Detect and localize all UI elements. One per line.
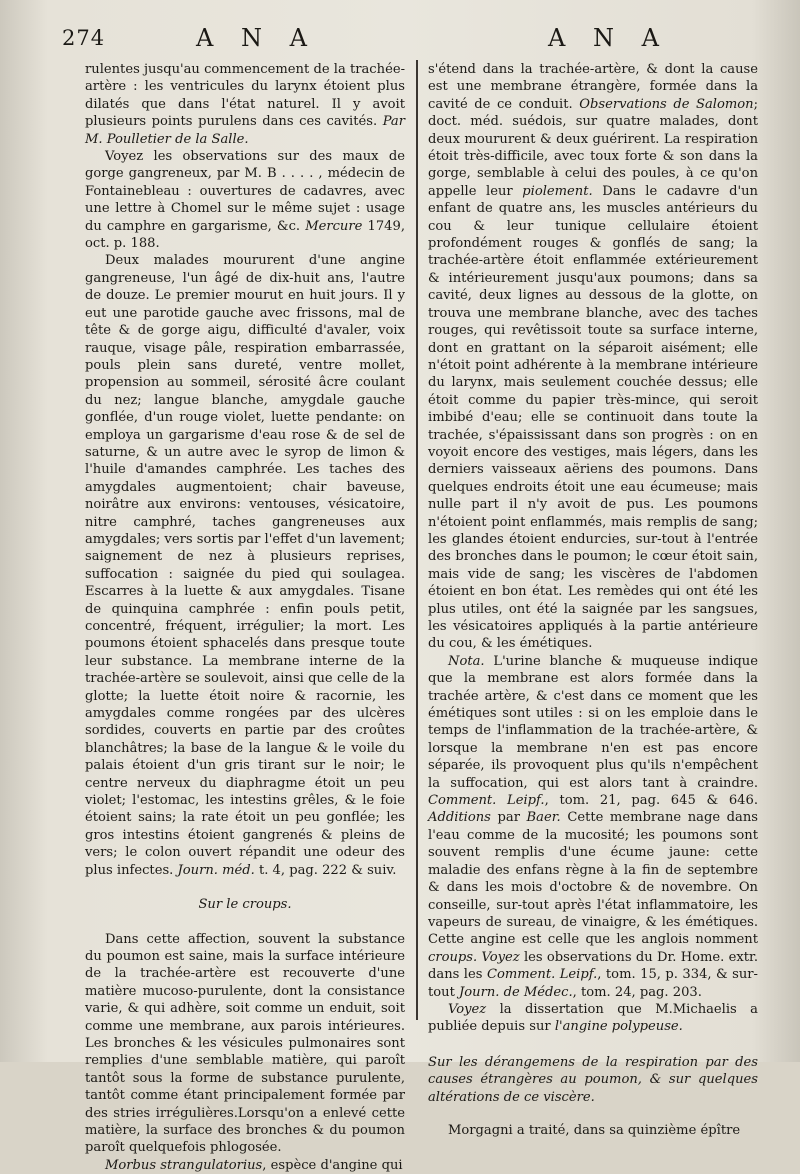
citation: Comment. Leipf. [428, 793, 545, 809]
citation: Journ. de Médec. [459, 984, 573, 1000]
paragraph: Morgagni a traité, dans sa quinzième épître [448, 1122, 741, 1138]
right-column [428, 61, 758, 1139]
column-divider [416, 60, 418, 1020]
citation: Mercure [305, 218, 363, 234]
citation: Comment. Leipf. [486, 967, 598, 983]
paragraph: Voyez la dissertation que M.Michaelis a publiée depuis sur l'angine polypeuse. [428, 1001, 758, 1035]
citation: Baer. [526, 810, 561, 826]
citation: Par M. Poulletier de la Salle. [85, 114, 405, 147]
paragraph: s'étend dans la trachée-artère, & dont la cause est une membrane étrangère, formée dans la cavité de ce conduit. Observations de Salomon; doct. méd. suédois, sur quatre malades, dont deux moururent & deux guérirent. La respiration étoit très-difficile, avec toux forte & son dans la gorge, semblable à celui des poules, à ce qu'on appelle leur piolement. Dans le cadavre d'un enfant de quatre ans, les muscles antérieurs du cou & leur tunique cellulaire étoient profondément rouges & gonflés de sang; la trachée-artère étoit enflammée extérieurement & intérieurement jusqu'aux poumons; dans sa cavité, deux lignes au dessous de la glotte, on trouva une membrane blanche, avec des taches rouges, qui revêtissoit toute sa surface interne, dont en grattant on la séparoit aisément; elle n'étoit point adhérente à la membrane intérieure du larynx, mais seulement couchée dessus; elle étoit comme du papier très-mince, qui seroit imbibé d'eau; elle se continuoit dans toute la trachée, s'épaississant dans son progrès : on en voyoit encore des vestiges, mais légers, dans les derniers vaisseaux aëriens des poumons. Dans quelques endroits étoit une eau écumeuse; mais nulle part il n'y avoit de pus. Les poumons n'étoient point enflammés, mais remplis de sang; les glandes étoient endurcies, sur-tout à l'entrée des bronches dans le poumon; le cœur étoit sain, mais vide de sang; les viscères de l'abdomen étoient en bon état. Les remèdes qui ont été les plus utiles, ont été la saignée par les sangsues, les vésicatoires appliqués à la partie antérieure du cou, & les émétiques. [428, 62, 758, 652]
page-number: 274 [62, 26, 106, 50]
paragraph: Morbus strangulatorius, espèce d'angine qui [105, 1157, 403, 1173]
paragraph: Nota. L'urine blanche & muqueuse indique que la membrane est alors formée dans la trachée artère, & c'est dans ce moment que les émétiques sont utiles : si on les emploie dans le temps de l'inflammation de la trachée-artère, & lorsque la membrane n'en est pas encore séparée, ils provoquent plus qu'ils n'empêchent la suffocation, qui est alors tant à craindre. Comment. Leipf., tom. 21, pag. 645 & 646. Additions par Baer. Cette membrane nage dans l'eau comme de la mucosité; les poumons sont souvent remplis d'une écume jaune: cette maladie des enfans règne à la fin de septembre & dans les mois d'octobre & de novembre. On conseille, sur-tout après l'état inflammatoire, les vapeurs de sureau, de vinaigre, & les émétiques. Cette angine est celle que les anglois nomment croups. Voyez les observations du Dr. Home. extr. dans les Comment. Leipf., tom. 15, p. 334, & sur-tout Journ. de Médec., tom. 24, pag. 203. [428, 653, 759, 1000]
running-head-right: A N A [548, 24, 669, 52]
citation: Journ. méd. [177, 862, 255, 878]
left-column [85, 61, 405, 1174]
section-title: Sur le croups. [198, 897, 292, 913]
paragraph: rulentes jusqu'au commencement de la trachée-artère : les ventricules du larynx étoient plus dilatés que dans l'état naturel. Il y avoit plusieurs points purulens dans ces cavités. Par M. Poulletier de la Salle. [85, 62, 405, 147]
section-title: Sur les dérangemens de la respiration par des causes étrangères au poumon, & sur quelques altérations de ce viscère. [428, 1054, 758, 1105]
paragraph: Dans cette affection, souvent la substance du poumon est saine, mais la surface intérieure de la trachée-artère est recouverte d'une matière mucoso-purulente, dont la consistance varie, & qui adhère, soit comme un enduit, soit comme une membrane, aux parois intérieures. Les bronches & les vésicules pulmonaires sont remplies d'une semblable matière, qui paroît tantôt sous la forme de substance purulente, tantôt comme étant principalement formée par des stries irrégulières.Lorsqu'on a enlevé cette matière, la surface des bronches & du poumon paroît quelquefois phlogosée. [85, 931, 405, 1156]
paragraph: Deux malades moururent d'une angine gangreneuse, l'un âgé de dix-huit ans, l'autre de douze. Le premier mourut en huit jours. Il y eut une parotide gauche avec frissons, mal de tête & de gorge aigu, difficulté d'avaler, voix rauque, visage pâle, respiration embarrassée, pouls plein sans dureté, ventre mollet, propension au sommeil, sérosité âcre coulant du nez; langue blanche, amygdale gauche gonflée, d'un rouge violet, luette pendante: on employa un gargarisme d'eau rose & de sel de saturne, & un autre avec le syrop de limon & l'huile d'amandes camphrée. Les taches des amygdales augmentoient; chair baveuse, noirâtre aux environs: ventouses, vésicatoire, nitre camphré, taches gangreneuses aux amygdales; vers sortis par l'effet d'un lavement; saignement de nez à plusieurs reprises, suffocation : saignée du pied qui soulagea. Escarres à la luette & aux amygdales. Tisane de quinquina camphrée : enfin pouls petit, concentré, fréquent, irrégulier; la mort. Les poumons étoient sphacelés dans presque toute leur substance. La membrane interne de la trachée-artère se soulevoit, ainsi que celle de la glotte; la luette étoit noire & racornie, les amygdales comme rongées par des ulcères sordides, couverts en partie par des croûtes blanchâtres; la base de la langue & le voile du palais étoient d'un gris tirant sur le noir; le centre nerveux du diaphragme étoit un peu violet; l'estomac, les intestins grêles, & le foie étoient sains; la rate étoit un peu gonflée; les gros intestins étoient gangrenés & pleins de vers; le colon ouvert répandit une odeur des plus infectes. Journ. méd. t. 4, pag. 222 & suiv. [85, 253, 405, 878]
citation: Observations de Salomon [579, 96, 754, 112]
paragraph: Voyez les observations sur des maux de gorge gangreneux, par M. B . . . . , médecin de Fontainebleau : ouvertures de cadavres, avec une lettre à Chomel sur le même sujet : usage du camphre en gargarisme, &c. Mercure 1749, oct. p. 188. [85, 149, 405, 252]
running-head-left: A N A [196, 24, 317, 52]
citation: Additions [428, 810, 491, 826]
